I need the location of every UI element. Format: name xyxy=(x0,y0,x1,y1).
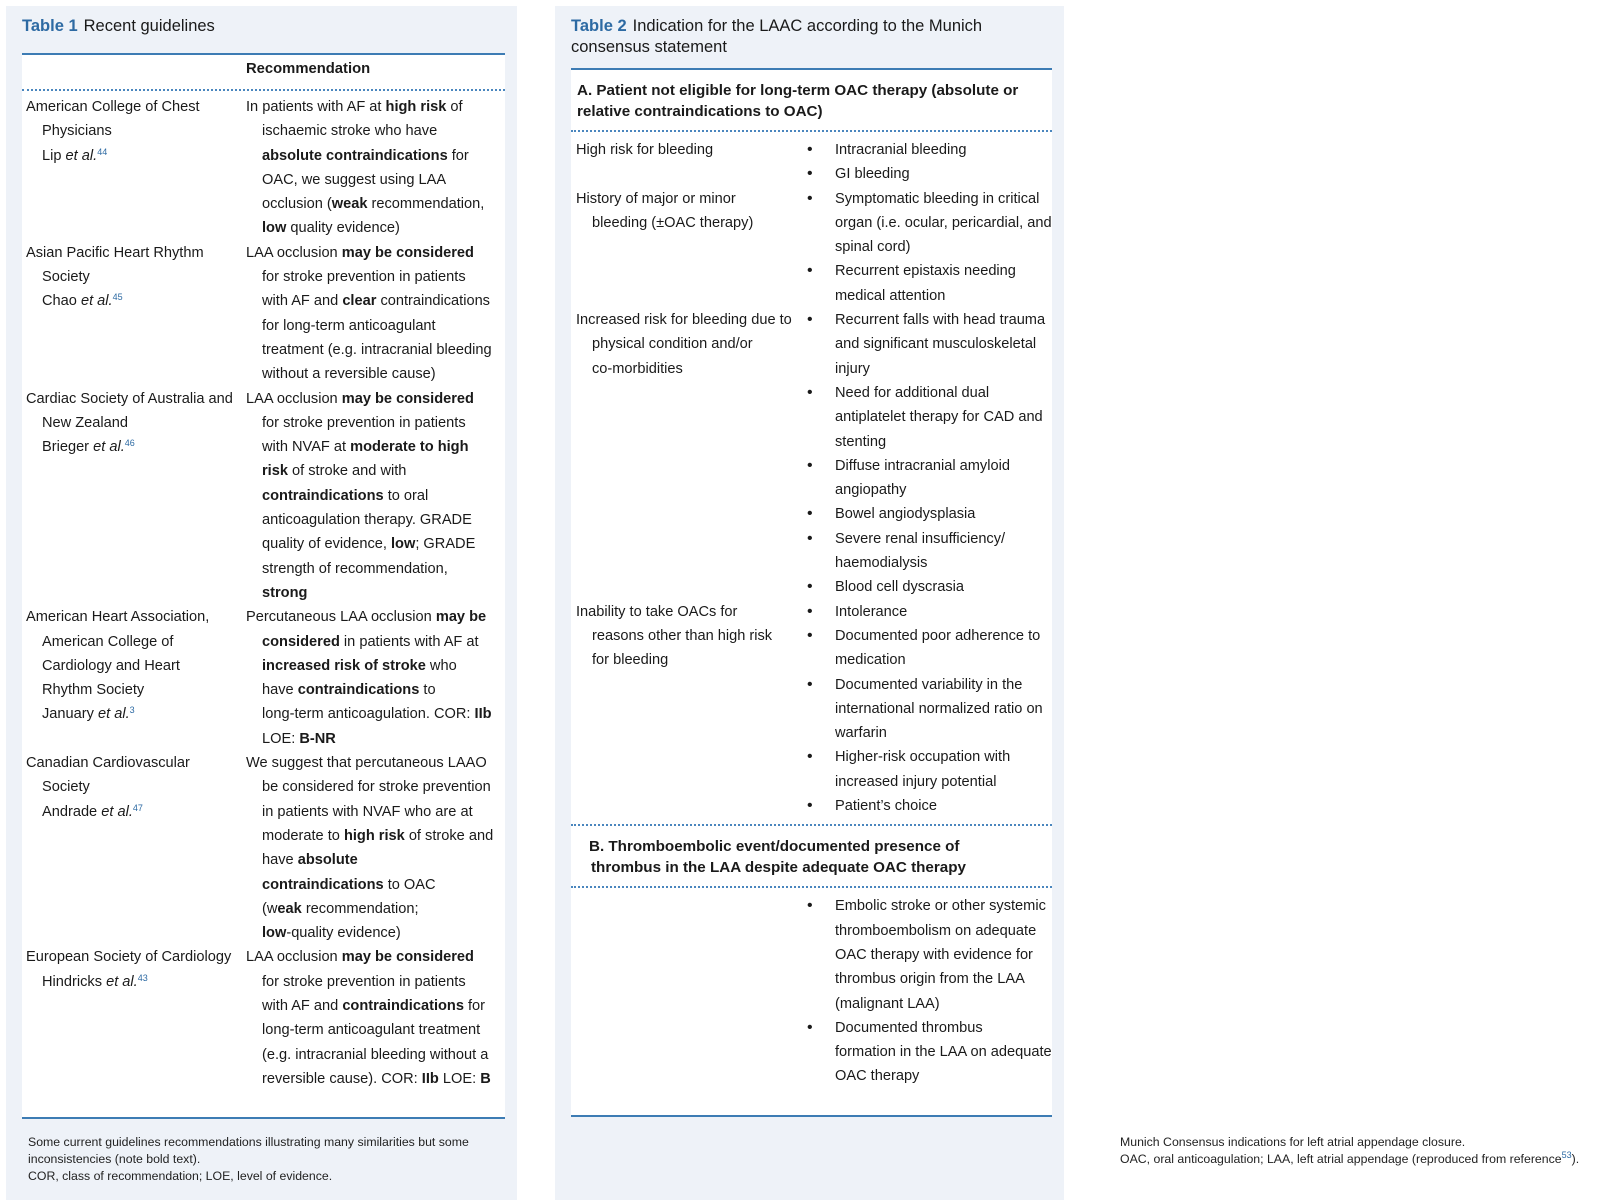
table1-row xyxy=(22,945,505,1091)
table2-title-line: consensus statement xyxy=(571,38,727,56)
indication-bullet-item: • Symptomatic bleeding in critical organ (i.e. ocular, pericardial, and spinal cord) xyxy=(799,187,1052,260)
indication-condition: History of major or minor bleeding (±OAC therapy) xyxy=(576,190,754,231)
indication-bullet-item: • Documented variability in the international normalized ratio on warfarin xyxy=(799,673,1052,746)
indication-condition: High risk for bleeding xyxy=(576,142,714,158)
indication-bullet-item: • Recurrent falls with head trauma and significant musculoskeletal injury xyxy=(799,308,1052,381)
guideline-organization xyxy=(22,95,240,241)
reference-superscript[interactable]: 3 xyxy=(129,705,135,716)
table2-title-line: Indication for the LAAC according to the Munich xyxy=(632,17,983,35)
section-b-rows xyxy=(571,888,1052,1088)
indication-bullet-item: • Recurrent epistaxis needing medical attention xyxy=(799,259,1052,308)
recommendation-line: with AF and contraindications for xyxy=(262,997,486,1014)
recommendation-line: reversible cause). COR: IIb LOE: B xyxy=(262,1070,491,1087)
recommendation-line: quality of evidence, low; GRADE xyxy=(262,536,476,553)
recommendation-line: (weak recommendation; xyxy=(262,900,419,917)
guideline-recommendation xyxy=(240,241,502,387)
indication-row xyxy=(571,138,1052,187)
recommendation-line: low-quality evidence) xyxy=(262,925,401,942)
indication-bullet-item: • Documented poor adherence to medication xyxy=(799,624,1052,673)
table2-panel xyxy=(555,6,1580,1200)
organization-line: Society xyxy=(42,779,90,796)
organization-line: Cardiology and Heart xyxy=(42,657,180,674)
table1-row xyxy=(22,605,505,751)
recommendation-line: contraindications to OAC xyxy=(262,876,436,893)
recommendation-line: In patients with AF at high risk of xyxy=(246,99,463,115)
recommendation-line: We suggest that percutaneous LAAO xyxy=(246,755,487,772)
indication-bullet-item: • GI bleeding xyxy=(799,162,1052,186)
section-b-heading: B. Thromboembolic event/documented presence of thrombus in the LAA despite adequate OAC therapy xyxy=(589,838,966,877)
table1-footnote-line: inconsistencies (note bold text). xyxy=(28,1152,201,1166)
recommendation-line: LAA occlusion may be considered xyxy=(246,244,474,261)
organization-line: American College of xyxy=(42,633,174,650)
recommendation-line: ischaemic stroke who have xyxy=(262,123,438,140)
table2-footnote-line: OAC, oral anticoagulation; LAA, left atrial appendage (reproduced from reference$^{53}$). xyxy=(1120,1150,1580,1166)
recommendation-line: for stroke prevention in patients xyxy=(262,973,466,990)
recommendation-line: low quality evidence) xyxy=(262,220,400,237)
recommendation-line: anticoagulation therapy. GRADE xyxy=(262,512,472,529)
table2-footnote xyxy=(1120,1134,1615,1168)
guideline-recommendation xyxy=(240,387,502,606)
table1-rows xyxy=(22,91,505,1091)
table1-panel xyxy=(6,6,517,1200)
recommendation-line: (e.g. intracranial bleeding without a xyxy=(262,1046,489,1063)
section-a-rows xyxy=(571,132,1052,818)
guideline-recommendation xyxy=(240,945,502,1091)
guideline-author: Andrade et al.$^{47}$ xyxy=(42,802,143,820)
indication-items xyxy=(799,894,1052,1088)
recommendation-line: for stroke prevention in patients xyxy=(262,269,466,286)
guideline-recommendation xyxy=(240,605,502,751)
recommendation-line: long-term anticoagulation. COR: IIb xyxy=(262,706,492,723)
table1-row xyxy=(22,241,505,387)
recommendation-line: occlusion (weak recommendation, xyxy=(262,196,485,213)
indication-bullet-item: • Diffuse intracranial amyloid angiopathy xyxy=(799,454,1052,503)
reference-superscript[interactable]: 44 xyxy=(97,146,108,157)
recommendation-line: for stroke prevention in patients xyxy=(262,414,466,431)
table1-column-header: Recommendation xyxy=(246,61,371,77)
recommendation-line: have contraindications to xyxy=(262,682,436,699)
organization-line: New Zealand xyxy=(42,414,128,431)
indication-bullet-item: • Embolic stroke or other systemic thromboembolism on adequate OAC therapy with evidence for thrombus origin from the LAA (malignant LAA) xyxy=(799,894,1052,1015)
reference-superscript[interactable]: 45 xyxy=(112,292,123,303)
recommendation-line: risk of stroke and with xyxy=(262,463,407,480)
guideline-author: Hindricks et al.$^{43}$ xyxy=(42,972,148,990)
reference-superscript[interactable]: 53 xyxy=(1561,1150,1572,1160)
indication-bullet-item: • Patient’s choice xyxy=(799,794,1052,818)
table1-footnote xyxy=(28,1134,510,1185)
recommendation-line: strong xyxy=(262,584,308,601)
reference-superscript[interactable]: 46 xyxy=(124,438,135,449)
reference-superscript[interactable]: 47 xyxy=(132,802,143,813)
recommendation-line: contraindications to oral xyxy=(262,487,429,504)
recommendation-line: treatment (e.g. intracranial bleeding xyxy=(262,341,492,358)
table1-title: Recent guidelines xyxy=(83,17,215,35)
indication-bullet-item: • Bowel angiodysplasia xyxy=(799,502,1052,526)
guideline-author: January et al.$^3$ xyxy=(42,705,135,723)
recommendation-line: considered in patients with AF at xyxy=(262,633,479,650)
indication-condition: Inability to take OACs for reasons other than high risk for bleeding xyxy=(576,603,773,669)
indication-bullet-item: • Intracranial bleeding xyxy=(799,138,1052,162)
table1-row xyxy=(22,387,505,606)
recommendation-line: in patients with NVAF who are at xyxy=(262,803,473,820)
indication-condition xyxy=(571,894,799,1088)
organization-line: American College of Chest xyxy=(26,99,200,115)
table2-number: Table 2 xyxy=(571,17,627,35)
organization-line: Cardiac Society of Australia and xyxy=(26,390,233,407)
table1-row xyxy=(22,751,505,945)
organization-line: European Society of Cardiology xyxy=(26,949,232,966)
guideline-recommendation xyxy=(240,751,502,945)
table1-number: Table 1 xyxy=(22,17,78,35)
indication-bullet-item: • Higher-risk occupation with increased injury potential xyxy=(799,745,1052,794)
guideline-organization xyxy=(22,751,240,945)
table1-footnote-line: Some current guidelines recommendations illustrating many similarities but some xyxy=(28,1135,469,1149)
guideline-recommendation xyxy=(240,95,502,241)
recommendation-line: increased risk of stroke who xyxy=(262,657,457,674)
guideline-author: Brieger et al.$^{46}$ xyxy=(42,438,135,456)
recommendation-line: moderate to high risk of stroke and xyxy=(262,827,494,844)
indication-row xyxy=(571,187,1052,308)
table2-caption xyxy=(555,6,1064,58)
guideline-organization xyxy=(22,387,240,606)
recommendation-line: be considered for stroke prevention xyxy=(262,779,491,796)
recommendation-line: have absolute xyxy=(262,852,358,869)
recommendation-line: long-term anticoagulant treatment xyxy=(262,1022,481,1039)
recommendation-line: LOE: B-NR xyxy=(262,730,336,747)
indication-bullet-item: • Need for additional dual antiplatelet therapy for CAD and stenting xyxy=(799,381,1052,454)
recommendation-line: strength of recommendation, xyxy=(262,560,448,577)
table2-footnote-line: Munich Consensus indications for left atrial appendage closure. xyxy=(1120,1135,1466,1149)
table1-body xyxy=(22,53,505,1119)
indication-condition: Increased risk for bleeding due to physical condition and/or co-morbidities xyxy=(576,312,792,377)
recommendation-line: for long-term anticoagulant xyxy=(262,317,436,334)
indication-bullet-item: • Documented thrombus formation in the LAA on adequate OAC therapy xyxy=(799,1016,1052,1089)
organization-line: Physicians xyxy=(42,123,112,140)
organization-line: Canadian Cardiovascular xyxy=(26,755,190,772)
organization-line: Society xyxy=(42,269,90,286)
indication-row xyxy=(571,600,1052,819)
indication-bullet-item: • Intolerance xyxy=(799,600,1052,624)
indication-items xyxy=(799,138,1052,187)
recommendation-line: LAA occlusion may be considered xyxy=(246,390,474,407)
indication-items xyxy=(799,600,1052,819)
organization-line: Rhythm Society xyxy=(42,682,145,699)
organization-line: American Heart Association, xyxy=(26,609,210,626)
indication-bullet-item: • Blood cell dyscrasia xyxy=(799,575,1052,599)
table1-row xyxy=(22,95,505,241)
recommendation-line: OAC, we suggest using LAA xyxy=(262,171,447,188)
guideline-author: Chao et al.$^{45}$ xyxy=(42,292,123,310)
recommendation-line: Percutaneous LAA occlusion may be xyxy=(246,609,487,626)
indication-bullet-item: • Severe renal insufficiency/ haemodialysis xyxy=(799,527,1052,576)
indication-items xyxy=(799,308,1052,600)
guideline-organization xyxy=(22,605,240,751)
table1-footnote-line: COR, class of recommendation; LOE, level of evidence. xyxy=(28,1169,333,1183)
section-a-heading: A. Patient not eligible for long-term OAC therapy (absolute or relative contraindications to OAC) xyxy=(577,82,1019,120)
recommendation-line: absolute contraindications for xyxy=(262,147,469,164)
guideline-organization xyxy=(22,241,240,387)
guideline-author: Lip et al.$^{44}$ xyxy=(42,146,108,164)
table1-caption xyxy=(6,6,517,37)
recommendation-line: without a reversible cause) xyxy=(262,366,436,383)
indication-row xyxy=(571,894,1052,1088)
recommendation-line: with NVAF at moderate to high xyxy=(262,439,469,456)
guideline-organization xyxy=(22,945,240,1091)
recommendation-line: LAA occlusion may be considered xyxy=(246,949,474,966)
indication-row xyxy=(571,308,1052,600)
table2-body xyxy=(571,68,1052,1117)
indication-items xyxy=(799,187,1052,308)
recommendation-line: with AF and clear contraindications xyxy=(262,293,490,310)
reference-superscript[interactable]: 43 xyxy=(137,972,148,983)
organization-line: Asian Pacific Heart Rhythm xyxy=(26,244,204,261)
